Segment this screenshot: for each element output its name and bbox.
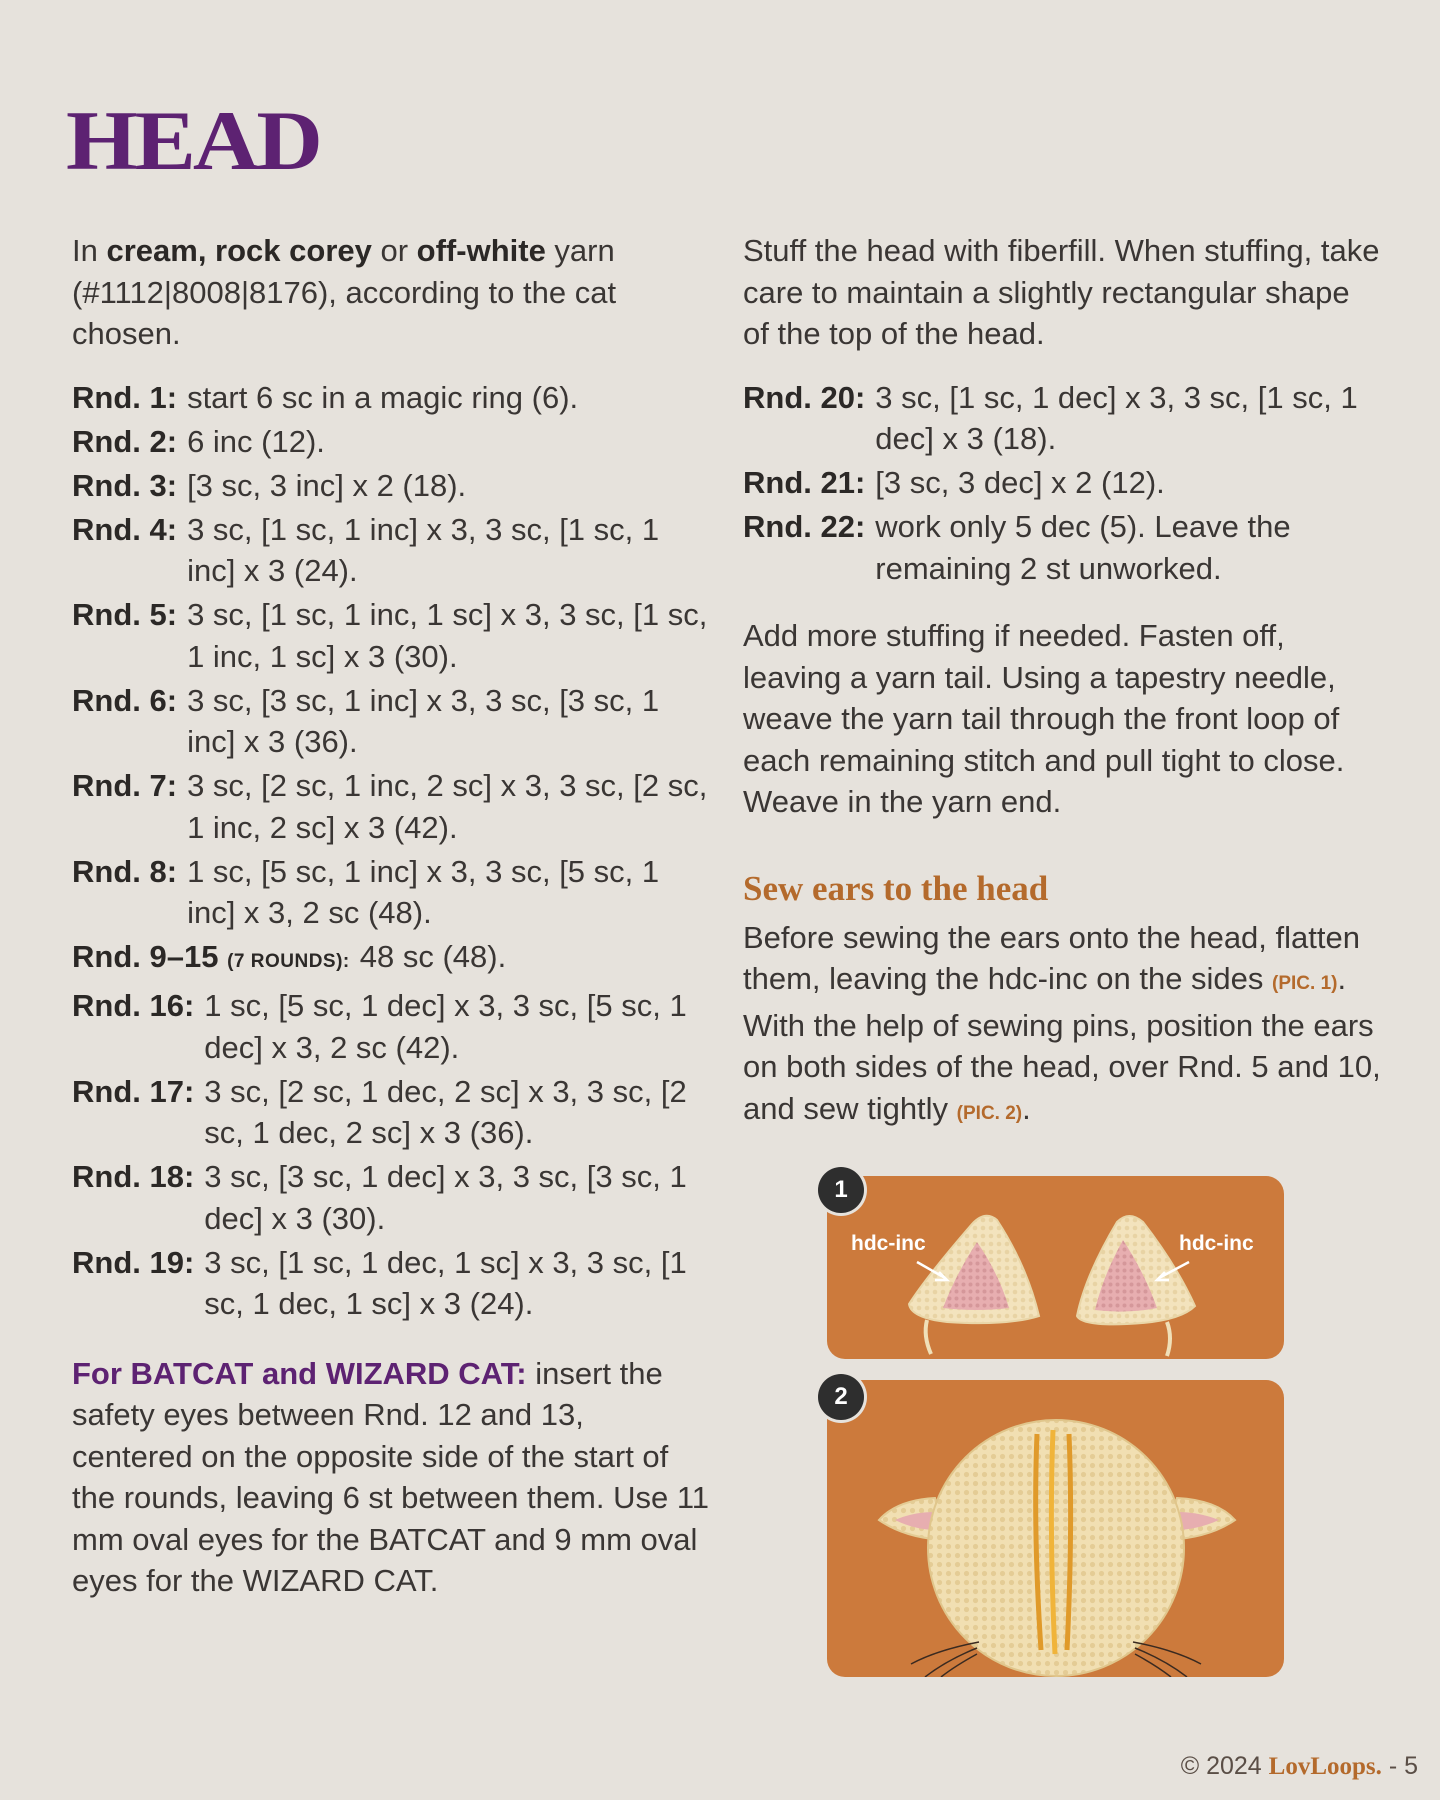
sew-ears-paragraph — [743, 917, 1383, 1135]
intro-text: or — [371, 233, 417, 268]
right-ear — [1077, 1216, 1195, 1356]
round-row — [72, 680, 712, 763]
left-column — [72, 230, 712, 1602]
round-row — [72, 594, 712, 677]
round-instructions: start 6 sc in a magic ring (6). — [187, 379, 579, 415]
round-instructions: 3 sc, [2 sc, 1 dec, 2 sc] x 3, 3 sc, [2 sc, 1 dec, 2 sc] x 3 (36). — [204, 1073, 687, 1150]
pic-1-badge: 1 — [818, 1167, 864, 1213]
head-illustration — [827, 1380, 1284, 1677]
round-label: Rnd. 17: — [72, 1073, 195, 1109]
round-instructions: 3 sc, [3 sc, 1 inc] x 3, 3 sc, [3 sc, 1 inc] x 3 (36). — [187, 682, 660, 759]
round-row — [72, 465, 712, 507]
round-instructions: 3 sc, [1 sc, 1 inc, 1 sc] x 3, 3 sc, [1 sc, 1 inc, 1 sc] x 3 (30). — [187, 597, 708, 674]
round-row — [72, 1242, 712, 1325]
round-row — [72, 765, 712, 848]
round-instructions: 3 sc, [1 sc, 1 dec, 1 sc] x 3, 3 sc, [1 sc, 1 dec, 1 sc] x 3 (24). — [204, 1244, 687, 1321]
round-label: Rnd. 7: — [72, 768, 178, 803]
round-label: Rnd. 4: — [72, 511, 178, 547]
intro-text: yarn (#1112|8008|8176), according to the cat chosen. — [72, 233, 617, 351]
ears-photo — [827, 1176, 1284, 1359]
round-note: (7 ROUNDS): — [227, 951, 350, 972]
round-row — [72, 1071, 712, 1154]
round-label: Rnd. 20: — [743, 379, 866, 415]
round-label: Rnd. 8: — [72, 853, 178, 889]
round-label: Rnd. 19: — [72, 1244, 195, 1280]
eyes-note-text: insert the safety eyes between Rnd. 12 and 13, centered on the opposite side of the start of the rounds, leaving 6 st between them. Use 11 mm oval eyes for the BATCAT and 9 mm oval eyes for the WIZARD CAT. — [72, 1355, 710, 1598]
round-row — [72, 936, 712, 983]
sew-ears-text: . — [1022, 1090, 1031, 1126]
round-label: Rnd. 5: — [72, 597, 178, 632]
round-row — [72, 851, 712, 934]
stuffing-paragraph: Stuff the head with fiberfill. When stuffing, take care to maintain a slightly rectangular shape of the top of the head. — [743, 233, 1380, 351]
intro-text: In — [72, 233, 107, 268]
rounds-list-right — [743, 377, 1383, 590]
round-label: Rnd. 18: — [72, 1159, 195, 1194]
round-instructions: 3 sc, [1 sc, 1 dec] x 3, 3 sc, [1 sc, 1 dec] x 3 (18). — [875, 379, 1358, 456]
round-instructions: 1 sc, [5 sc, 1 inc] x 3, 3 sc, [5 sc, 1 inc] x 3, 2 sc (48). — [187, 853, 660, 930]
round-label — [72, 936, 360, 983]
round-row — [743, 377, 1383, 460]
sew-ears-text: . With the help of sewing pins, position the ears on both sides of the head, over Rnd. 5 and 10, and sew tightly — [743, 961, 1381, 1126]
fasten-off-paragraph: Add more stuffing if needed. Fasten off, leaving a yarn tail. Using a tapestry needle, weave the yarn tail through the front loop of each remaining stitch and pull tight to close. Weave in the yarn end. — [743, 618, 1345, 819]
yarn-color-2: off-white — [416, 233, 546, 268]
head-photo — [827, 1380, 1284, 1677]
round-instructions: 48 sc (48). — [359, 939, 507, 974]
round-instructions: 3 sc, [3 sc, 1 dec] x 3, 3 sc, [3 sc, 1 dec] x 3 (30). — [204, 1159, 687, 1236]
round-row — [72, 1156, 712, 1239]
round-row — [743, 506, 1383, 589]
brand-name: LovLoops. — [1268, 1753, 1382, 1780]
hdc-inc-label-left: hdc-inc — [851, 1232, 926, 1255]
sew-ears-text: Before sewing the ears onto the head, flatten them, leaving the hdc-inc on the sides — [743, 919, 1360, 996]
round-label: Rnd. 6: — [72, 682, 178, 718]
sew-ears-heading: Sew ears to the head — [743, 868, 1049, 908]
round-label: Rnd. 2: — [72, 423, 178, 459]
page-number: - 5 — [1381, 1752, 1418, 1780]
round-label: Rnd. 21: — [743, 465, 866, 500]
right-column — [743, 230, 1383, 1134]
ears-illustration — [827, 1176, 1284, 1359]
round-instructions: [3 sc, 3 inc] x 2 (18). — [187, 467, 467, 503]
round-label: Rnd. 3: — [72, 467, 178, 503]
yarn-color-1: cream, rock corey — [106, 233, 372, 268]
page-footer — [1181, 1752, 1418, 1781]
round-row — [72, 377, 712, 419]
round-row — [72, 985, 712, 1068]
eyes-note-highlight: For BATCAT and WIZARD CAT: — [72, 1355, 527, 1391]
round-row — [72, 421, 712, 463]
pic-2-reference: (PIC. 2) — [956, 1102, 1023, 1124]
copyright-text: © 2024 — [1180, 1752, 1269, 1780]
pic-1-reference: (PIC. 1) — [1272, 973, 1338, 994]
round-instructions: 3 sc, [1 sc, 1 inc] x 3, 3 sc, [1 sc, 1 inc] x 3 (24). — [187, 511, 660, 588]
round-instructions: [3 sc, 3 dec] x 2 (12). — [875, 465, 1165, 500]
intro-paragraph — [72, 230, 712, 355]
round-label: Rnd. 1: — [72, 379, 178, 415]
round-instructions: 6 inc (12). — [187, 423, 325, 459]
round-instructions: 1 sc, [5 sc, 1 dec] x 3, 3 sc, [5 sc, 1 dec] x 3, 2 sc (42). — [204, 988, 687, 1065]
page-title: HEAD — [66, 93, 320, 188]
rounds-list-left — [72, 377, 712, 1325]
round-instructions: 3 sc, [2 sc, 1 inc, 2 sc] x 3, 3 sc, [2 sc, 1 inc, 2 sc] x 3 (42). — [187, 768, 708, 845]
left-ear — [909, 1216, 1039, 1354]
pic-2-badge: 2 — [818, 1374, 864, 1420]
round-row — [743, 462, 1383, 504]
round-row — [72, 509, 712, 592]
eyes-note — [72, 1353, 712, 1602]
round-label: Rnd. 16: — [72, 988, 195, 1023]
hdc-inc-label-right: hdc-inc — [1179, 1232, 1254, 1255]
round-instructions: work only 5 dec (5). Leave the remaining 2 st unworked. — [875, 509, 1291, 586]
round-label-text: Rnd. 9–15 — [72, 939, 219, 974]
round-label: Rnd. 22: — [743, 509, 866, 544]
